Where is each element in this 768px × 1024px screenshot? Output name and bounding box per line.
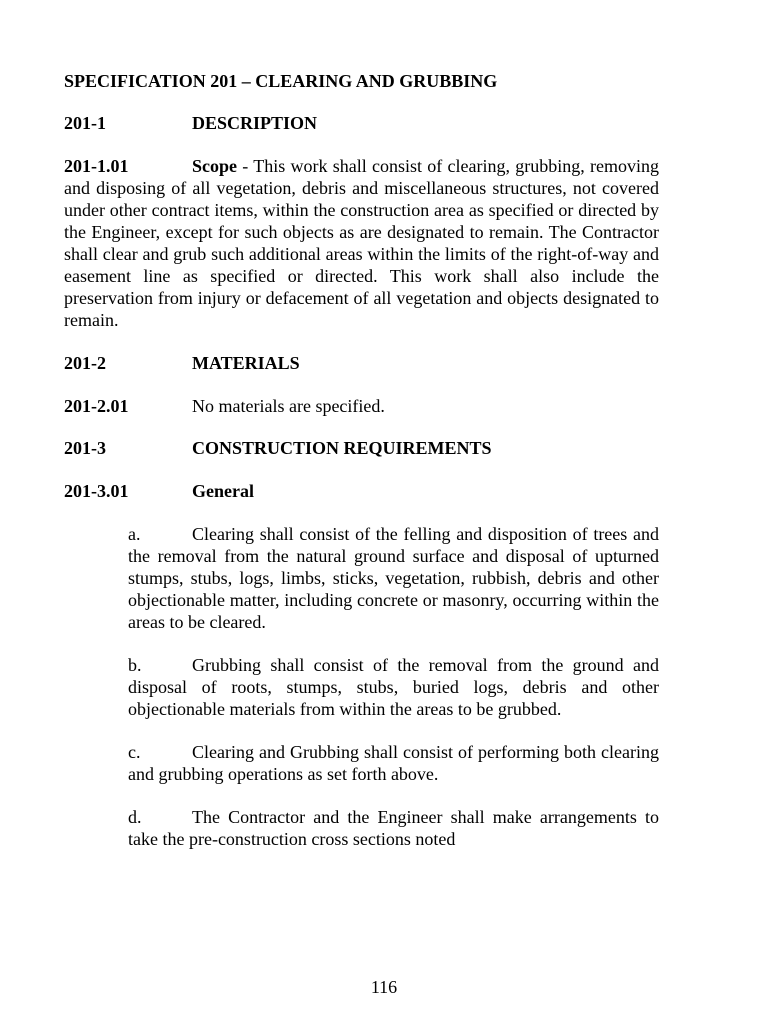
scope-label: Scope — [192, 156, 237, 176]
section-title: CONSTRUCTION REQUIREMENTS — [192, 438, 492, 458]
requirements-list — [128, 523, 659, 850]
subsection-number: 201-1.01 — [64, 156, 129, 176]
section-title: MATERIALS — [192, 353, 300, 373]
section-title: DESCRIPTION — [192, 113, 318, 133]
list-item — [128, 806, 659, 850]
list-item-text: Clearing and Grubbing shall consist of performing both clearing and grubbing operations as set forth above. — [128, 742, 659, 784]
section-number: 201-2 — [64, 353, 106, 373]
list-item-text: Grubbing shall consist of the removal from the ground and disposal of roots, stumps, stubs, buried logs, debris and other objectionable materials from within the areas to be grubbed. — [128, 655, 659, 719]
specification-title: SPECIFICATION 201 – CLEARING AND GRUBBING — [64, 71, 498, 91]
list-item — [128, 741, 659, 785]
list-item-letter: d. — [128, 807, 142, 827]
subsection-title: General — [192, 481, 254, 501]
subsection-number: 201-2.01 — [64, 396, 129, 416]
section-heading-materials — [64, 352, 659, 374]
list-item-letter: b. — [128, 655, 142, 675]
section-heading-description — [64, 112, 659, 134]
materials-paragraph — [64, 395, 659, 417]
subsection-number: 201-3.01 — [64, 481, 129, 501]
materials-text: No materials are specified. — [192, 396, 385, 416]
section-heading-construction — [64, 437, 659, 459]
scope-paragraph — [64, 155, 659, 331]
list-item-text: The Contractor and the Engineer shall make arrangements to take the pre-construction cross sections noted — [128, 807, 659, 849]
page-number: 116 — [370, 977, 398, 997]
list-item — [128, 523, 659, 633]
document-page — [64, 70, 659, 871]
section-number: 201-1 — [64, 113, 106, 133]
list-item-letter: c. — [128, 742, 141, 762]
list-item-letter: a. — [128, 524, 141, 544]
subsection-heading-general — [64, 480, 659, 502]
scope-text: - This work shall consist of clearing, grubbing, removing and disposing of all vegetation, debris and miscellaneous structures, not covered under other contract items, within the construction area as specified or directed by the Engineer, except for such objects as are designated to remain. The Contractor shall clear and grub such additional areas within the limits of the right-of-way and easement line as specified or directed. This work shall also include the preservation from injury or defacement of all vegetation and objects designated to remain. — [64, 156, 659, 330]
section-number: 201-3 — [64, 438, 106, 458]
list-item — [128, 654, 659, 720]
list-item-text: Clearing shall consist of the felling and disposition of trees and the removal from the natural ground surface and disposal of upturned stumps, stubs, logs, limbs, sticks, vegetation, rubbish, debris and other objectionable matter, including concrete or masonry, occurring within the areas to be cleared. — [128, 524, 659, 632]
